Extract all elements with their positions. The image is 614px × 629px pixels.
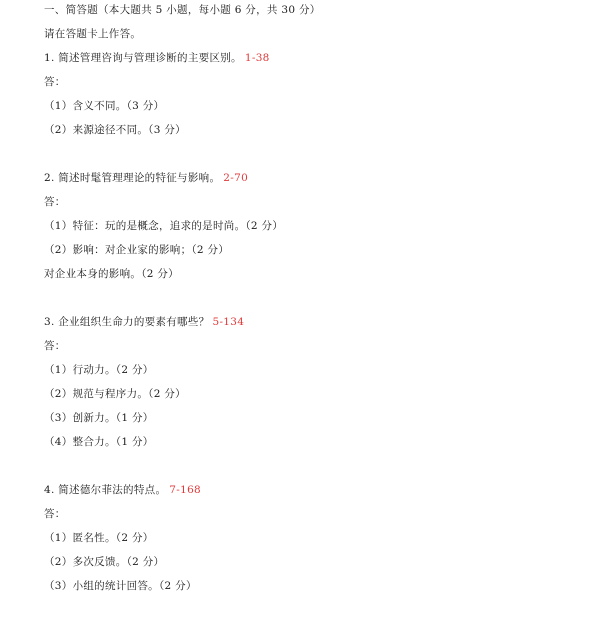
question-text: 2. 简述时髦管理理论的特征与影响。 <box>44 172 221 184</box>
question-text: 1. 简述管理咨询与管理诊断的主要区别。 <box>44 52 242 64</box>
answer-point: （2）来源途径不同。（3 分） <box>44 124 186 136</box>
question-reference: 5-134 <box>212 316 245 328</box>
answer-label: 答： <box>44 340 66 352</box>
question-2-prompt <box>44 171 248 185</box>
answer-point: 对企业本身的影响。（2 分） <box>44 268 179 280</box>
answer-point: （1）匿名性。（2 分） <box>44 532 154 544</box>
answer-label: 答： <box>44 196 66 208</box>
question-text: 3. 企业组织生命力的要素有哪些？ <box>44 316 210 328</box>
answer-point: （2）规范与程序力。（2 分） <box>44 388 186 400</box>
answer-point: （1）含义不同。（3 分） <box>44 100 165 112</box>
answer-point: （1）行动力。（2 分） <box>44 364 154 376</box>
answer-point: （2）影响：对企业家的影响；（2 分） <box>44 244 230 256</box>
answer-label: 答： <box>44 76 66 88</box>
answer-point: （4）整合力。（1 分） <box>44 436 154 448</box>
question-1-prompt <box>44 51 270 65</box>
answer-point: （1）特征：玩的是概念，追求的是时尚。（2 分） <box>44 220 284 232</box>
section-title: 一、简答题（本大题共 5 小题，每小题 6 分，共 30 分） <box>44 4 321 16</box>
question-reference: 7-168 <box>169 484 202 496</box>
question-reference: 1-38 <box>244 52 270 64</box>
question-reference: 2-70 <box>223 172 249 184</box>
question-3-prompt <box>44 315 244 329</box>
question-text: 4. 简述德尔菲法的特点。 <box>44 484 167 496</box>
question-4-prompt <box>44 483 201 497</box>
answer-point: （2）多次反馈。（2 分） <box>44 556 165 568</box>
answer-point: （3）创新力。（1 分） <box>44 412 154 424</box>
instruction-text: 请在答题卡上作答。 <box>44 28 142 40</box>
answer-label: 答： <box>44 508 66 520</box>
answer-point: （3）小组的统计回答。（2 分） <box>44 580 197 592</box>
